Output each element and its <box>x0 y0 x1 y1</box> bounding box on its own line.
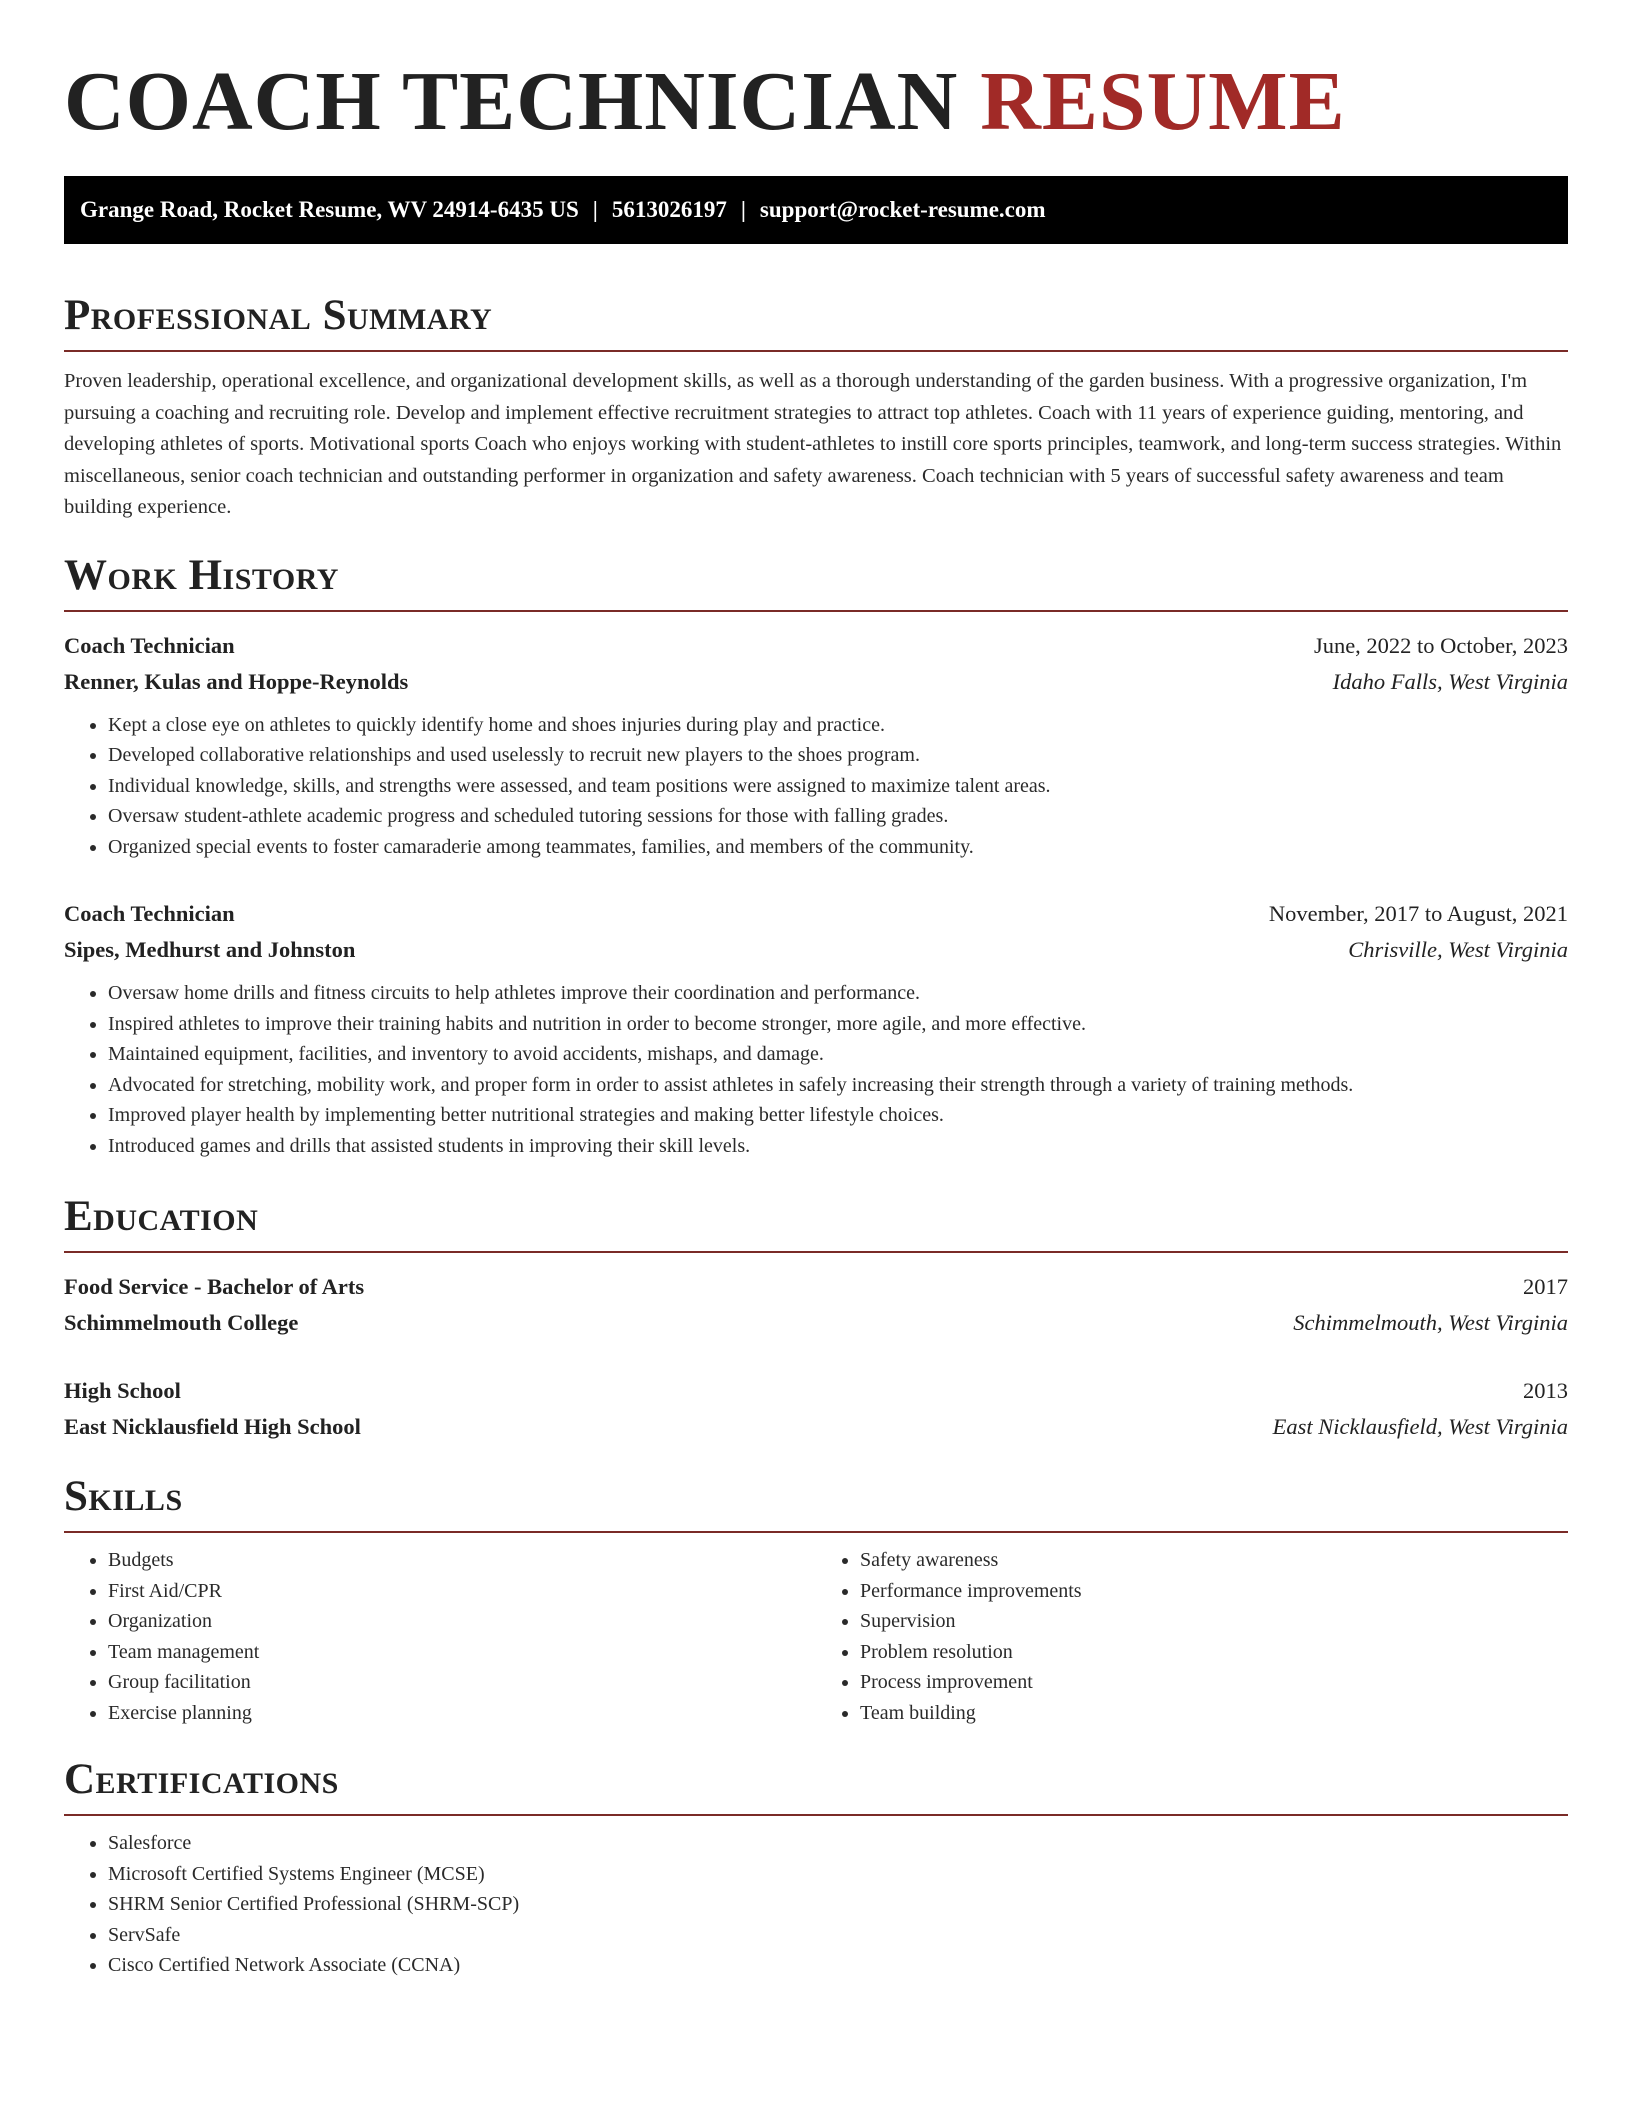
contact-address: Grange Road, Rocket Resume, WV 24914-6435 US <box>80 197 579 222</box>
summary-text: Proven leadership, operational excellence, and organizational development skills, as well as a thorough understanding of the garden business. With a progressive organization, I'm pursuing a coaching and recruiting role. Develop and implement effective recruitment strategies to attract top athletes. Coach with 11 years of experience guiding, mentoring, and developing athletes of sports. Motivational sports Coach who enjoys working with student-athletes to instill core sports principles, teamwork, and long-term success strategies. Within miscellaneous, senior coach technician and outstanding performer in organization and safety awareness. Coach technician with 5 years of successful safety awareness and team building experience. <box>64 370 1562 518</box>
education-degree: Food Service - Bachelor of Arts <box>64 1274 365 1299</box>
job-dates: June, 2022 to October, 2023 <box>1313 632 1568 658</box>
contact-separator: | <box>592 197 598 222</box>
section-title-education: Education <box>64 1193 259 1240</box>
section-divider <box>64 1251 1568 1253</box>
list-item: • Budgets <box>108 1545 816 1576</box>
job-bullets <box>64 710 1568 863</box>
list-item: • Exercise planning <box>108 1698 816 1729</box>
education-school-row <box>64 1305 1568 1341</box>
job-company: Renner, Kulas and Hoppe-Reynolds <box>64 668 409 694</box>
education-header-row <box>64 1269 1568 1305</box>
education-year: 2013 <box>1523 1378 1568 1403</box>
contact-phone: 5613026197 <box>611 197 727 222</box>
job-header-row <box>64 896 1568 932</box>
list-item: • Cisco Certified Network Associate (CCNA) <box>108 1950 1568 1981</box>
contact-bar <box>64 176 1568 244</box>
list-item: • First Aid/CPR <box>108 1576 816 1607</box>
section-title-work: Work History <box>64 551 339 599</box>
title-accent: RESUME <box>980 55 1346 148</box>
list-item: • Oversaw student-athlete academic progress and scheduled tutoring sessions for those with falling grades. <box>108 801 1568 832</box>
work-history-section <box>64 548 1568 1162</box>
contact-separator: | <box>740 197 746 222</box>
list-item: • Supervision <box>860 1606 1568 1637</box>
job-location: Idaho Falls, West Virginia <box>1332 668 1568 694</box>
section-divider <box>64 1814 1568 1816</box>
education-location: Schimmelmouth, West Virginia <box>1293 1310 1568 1335</box>
skills-list-left <box>64 1545 816 1728</box>
education-entry <box>64 1373 1568 1445</box>
list-item: • Kept a close eye on athletes to quickly identify home and shoes injuries during play and practice. <box>108 710 1568 741</box>
certifications-list <box>64 1828 1568 1981</box>
section-title-certifications: Certifications <box>64 1756 339 1803</box>
list-item: • Salesforce <box>108 1828 1568 1859</box>
summary-section <box>64 288 1568 524</box>
list-item: • Safety awareness <box>860 1545 1568 1576</box>
job-company-row <box>64 664 1568 700</box>
education-year: 2017 <box>1523 1274 1568 1299</box>
job-company: Sipes, Medhurst and Johnston <box>64 937 356 962</box>
education-school-row <box>64 1409 1568 1445</box>
education-header-row <box>64 1373 1568 1409</box>
list-item: • ServSafe <box>108 1920 1568 1951</box>
job-location: Chrisville, West Virginia <box>1348 937 1568 962</box>
job-entry <box>64 628 1568 863</box>
education-section <box>64 1189 1568 1445</box>
list-item: • Introduced games and drills that assisted students in improving their skill levels. <box>108 1131 1568 1162</box>
list-item: • SHRM Senior Certified Professional (SHRM-SCP) <box>108 1889 1568 1920</box>
certifications-section <box>64 1752 1568 1981</box>
contact-email[interactable]: support@rocket-resume.com <box>759 197 1046 222</box>
resume-title <box>64 0 1568 146</box>
list-item: • Team management <box>108 1637 816 1668</box>
job-entry <box>64 896 1568 1161</box>
title-main: COACH TECHNICIAN <box>64 55 959 148</box>
section-divider <box>64 350 1568 352</box>
job-header-row <box>64 628 1568 664</box>
education-location: East Nicklausfield, West Virginia <box>1272 1414 1568 1439</box>
education-degree: High School <box>64 1378 181 1403</box>
skills-list-right <box>816 1545 1568 1728</box>
list-item: • Microsoft Certified Systems Engineer (MCSE) <box>108 1859 1568 1890</box>
job-dates: November, 2017 to August, 2021 <box>1268 901 1568 926</box>
list-item: • Advocated for stretching, mobility work, and proper form in order to assist athletes in safely increasing their strength through a variety of training methods. <box>108 1070 1568 1101</box>
list-item: • Organized special events to foster camaraderie among teammates, families, and members of the community. <box>108 832 1568 863</box>
section-title-skills: Skills <box>64 1473 183 1520</box>
list-item: • Process improvement <box>860 1667 1568 1698</box>
list-item: • Organization <box>108 1606 816 1637</box>
job-role: Coach Technician <box>64 901 235 926</box>
skills-section <box>64 1469 1568 1728</box>
list-item: • Oversaw home drills and fitness circuits to help athletes improve their coordination and performance. <box>108 978 1568 1009</box>
job-bullets <box>64 978 1568 1161</box>
list-item: • Improved player health by implementing better nutritional strategies and making better lifestyle choices. <box>108 1100 1568 1131</box>
job-role: Coach Technician <box>64 632 235 658</box>
list-item: • Inspired athletes to improve their training habits and nutrition in order to become stronger, more agile, and more effective. <box>108 1009 1568 1040</box>
list-item: • Team building <box>860 1698 1568 1729</box>
list-item: • Performance improvements <box>860 1576 1568 1607</box>
list-item: • Developed collaborative relationships and used uselessly to recruit new players to the shoes program. <box>108 740 1568 771</box>
education-school: East Nicklausfield High School <box>64 1414 361 1439</box>
education-school: Schimmelmouth College <box>64 1310 299 1335</box>
list-item: • Group facilitation <box>108 1667 816 1698</box>
section-divider <box>64 1531 1568 1533</box>
section-title-summary: Professional Summary <box>64 292 493 339</box>
list-item: • Problem resolution <box>860 1637 1568 1668</box>
job-company-row <box>64 932 1568 968</box>
section-divider <box>64 610 1568 612</box>
skills-columns <box>64 1545 1568 1728</box>
education-entry <box>64 1269 1568 1341</box>
list-item: • Maintained equipment, facilities, and inventory to avoid accidents, mishaps, and damage. <box>108 1039 1568 1070</box>
list-item: • Individual knowledge, skills, and strengths were assessed, and team positions were assigned to maximize talent areas. <box>108 771 1568 802</box>
